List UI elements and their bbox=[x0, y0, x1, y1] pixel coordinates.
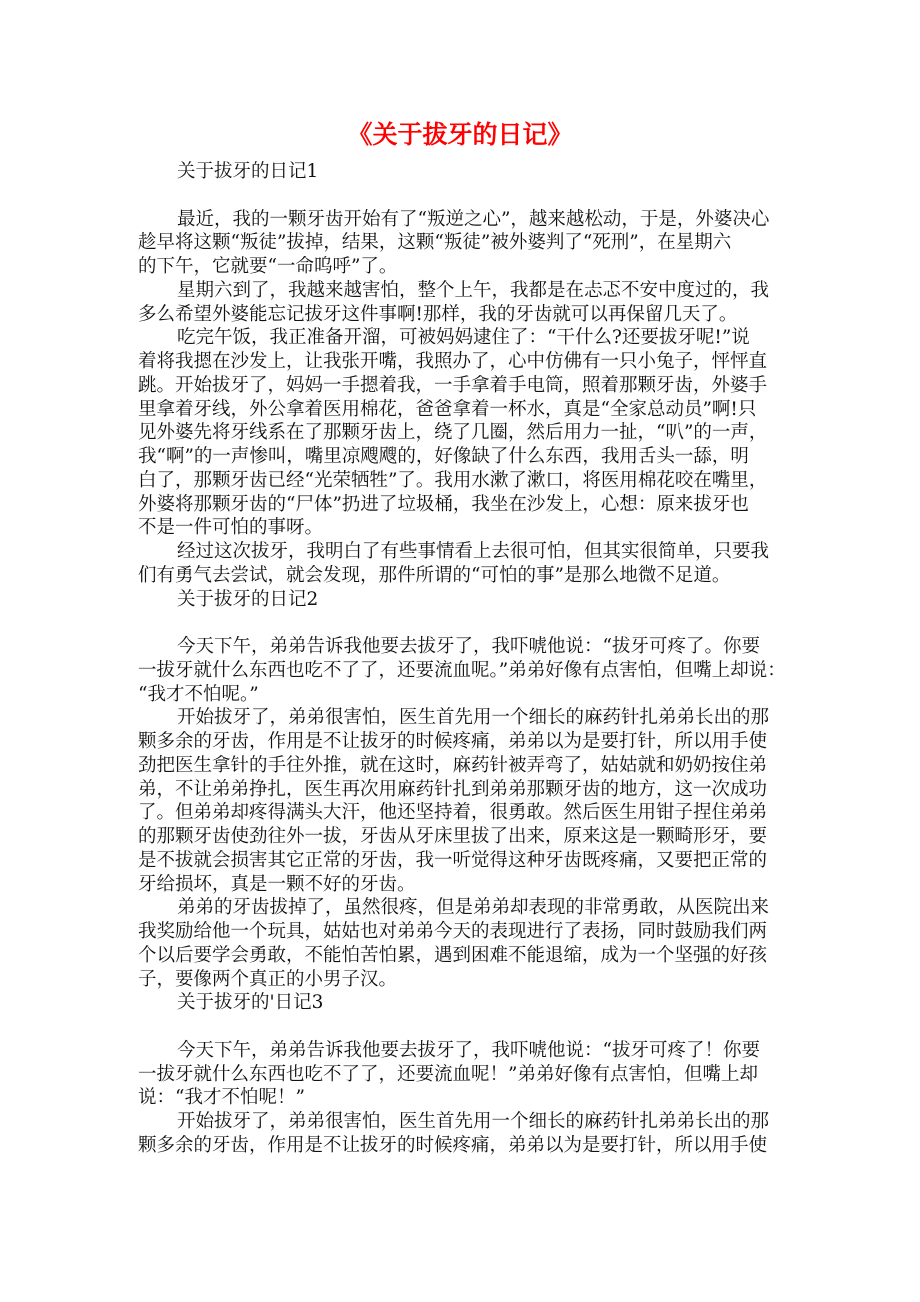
paragraph-line: 跳。开始拔牙了，妈妈一手摁着我，一手拿着手电筒，照着那颗牙齿，外婆手 bbox=[138, 374, 768, 396]
paragraph-line: “我才不怕呢。” bbox=[138, 683, 259, 705]
paragraph-line: 说：“我才不怕呢！” bbox=[138, 1087, 305, 1109]
paragraph-line: 吃完午饭，我正准备开溜，可被妈妈逮住了：“干什么?还要拔牙呢!”说 bbox=[177, 327, 750, 349]
paragraph-line: 经过这次拔牙，我明白了有些事情看上去很可怕，但其实很简单，只要我 bbox=[177, 541, 770, 562]
paragraph-line: 见外婆先将牙线系在了那颗牙齿上，绕了几圈，然后用力一扯，“叭”的一声， bbox=[138, 422, 768, 444]
paragraph-line: 是不拔就会损害其它正常的牙齿，我一听觉得这种牙齿既疼痛，又要把正常的 bbox=[138, 849, 768, 871]
section-heading: 关于拔牙的'日记3 bbox=[177, 992, 324, 1014]
paragraph bbox=[138, 279, 798, 327]
paragraph-line: 劲把医生拿针的手往外推，就在这时，麻药针被弄弯了，姑姑就和奶奶按住弟 bbox=[138, 754, 768, 776]
paragraph-line: 开始拔牙了，弟弟很害怕，医生首先用一个细长的麻药针扎弟弟长出的那 bbox=[177, 707, 770, 729]
paragraph-line: 着将我摁在沙发上，让我张开嘴，我照办了，心中仿佛有一只小兔子，怦怦直 bbox=[138, 351, 768, 372]
blank-line bbox=[138, 184, 798, 208]
paragraph-line: 外婆将那颗牙齿的“尸体”扔进了垃圾桶，我坐在沙发上，心想：原来拔牙也 bbox=[138, 493, 749, 515]
paragraph-line: 的下午，它就要“一命呜呼”了。 bbox=[138, 256, 398, 277]
diary-section bbox=[138, 991, 798, 1157]
paragraph-line: 我“啊”的一声惨叫，嘴里凉飕飕的，好像缺了什么东西，我用舌头一舔，明 bbox=[138, 446, 749, 467]
paragraph-line: 不是一件可怕的事呀。 bbox=[138, 517, 324, 539]
blank-line bbox=[138, 1015, 798, 1039]
paragraph bbox=[138, 1110, 798, 1158]
paragraph-line: 牙给损坏，真是一颗不好的牙齿。 bbox=[138, 873, 416, 895]
paragraph-line: 了。但弟弟却疼得满头大汗，他还坚持着，很勇敢。然后医生用钳子捏住弟弟 bbox=[138, 802, 768, 824]
paragraph-line: 颗多余的牙齿，作用是不让拔牙的时候疼痛，弟弟以为是要打针，所以用手使 bbox=[138, 731, 768, 752]
section-heading: 关于拔牙的日记1 bbox=[177, 161, 319, 182]
paragraph bbox=[138, 540, 798, 588]
paragraph bbox=[138, 1039, 798, 1110]
blank-line bbox=[138, 611, 798, 635]
paragraph-line: 里拿着牙线，外公拿着医用棉花，爸爸拿着一杯水，真是“全家总动员”啊!只 bbox=[138, 398, 757, 420]
paragraph-line: 我奖励给他一个玩具，姑姑也对弟弟今天的表现进行了表扬，同时鼓励我们两 bbox=[138, 921, 768, 942]
paragraph-line: 多么希望外婆能忘记拔牙这件事啊!那样，我的牙齿就可以再保留几天了。 bbox=[138, 303, 738, 325]
paragraph-line: 颗多余的牙齿，作用是不让拔牙的时候疼痛，弟弟以为是要打针，所以用手使 bbox=[138, 1134, 768, 1156]
paragraph-line: 开始拔牙了，弟弟很害怕，医生首先用一个细长的麻药针扎弟弟长出的那 bbox=[177, 1111, 770, 1132]
document-title: 《关于拔牙的日记》 bbox=[347, 120, 573, 149]
paragraph-line: 今天下午，弟弟告诉我他要去拔牙了，我吓唬他说：“拔牙可疼了。你要 bbox=[177, 636, 760, 657]
paragraph-line: 趁早将这颗“叛徒”拔掉，结果，这颗“叛徒”被外婆判了“死刑”，在星期六 bbox=[138, 232, 732, 254]
document-body bbox=[138, 160, 798, 1158]
paragraph-line: 一拔牙就什么东西也吃不了了，还要流血呢。”弟弟好像有点害怕，但嘴上却说： bbox=[138, 659, 786, 681]
paragraph-line: 们有勇气去尝试，就会发现，那件所谓的“可怕的事”是那么地微不足道。 bbox=[138, 564, 731, 586]
paragraph bbox=[138, 208, 798, 279]
paragraph-line: 弟，不让弟弟挣扎，医生再次用麻药针扎到弟弟那颗牙齿的地方，这一次成功 bbox=[138, 778, 768, 800]
diary-section bbox=[138, 588, 798, 992]
paragraph bbox=[138, 706, 798, 896]
paragraph-line: 的那颗牙齿使劲往外一拔，牙齿从牙床里拔了出来，原来这是一颗畸形牙，要 bbox=[138, 826, 768, 847]
paragraph-line: 星期六到了，我越来越害怕，整个上午，我都是在忐忑不安中度过的，我 bbox=[177, 279, 770, 301]
paragraph-line: 子，要像两个真正的小男子汉。 bbox=[138, 968, 398, 990]
diary-section bbox=[138, 160, 798, 588]
paragraph-line: 一拔牙就什么东西也吃不了了，还要流血呢！”弟弟好像有点害怕，但嘴上却 bbox=[138, 1063, 758, 1085]
section-heading: 关于拔牙的日记2 bbox=[177, 588, 319, 610]
paragraph bbox=[138, 896, 798, 991]
paragraph-line: 个以后要学会勇敢，不能怕苦怕累，遇到困难不能退缩，成为一个坚强的好孩 bbox=[138, 944, 768, 966]
paragraph bbox=[138, 326, 798, 540]
paragraph-line: 白了，那颗牙齿已经“光荣牺牲”了。我用水漱了漱口，将医用棉花咬在嘴里， bbox=[138, 469, 768, 491]
paragraph-line: 弟弟的牙齿拔掉了，虽然很疼，但是弟弟却表现的非常勇敢，从医院出来 bbox=[177, 897, 770, 919]
paragraph-line: 今天下午，弟弟告诉我他要去拔牙了，我吓唬他说：“拔牙可疼了！你要 bbox=[177, 1039, 760, 1061]
paragraph bbox=[138, 635, 798, 706]
paragraph-line: 最近，我的一颗牙齿开始有了“叛逆之心”，越来越松动，于是，外婆决心 bbox=[177, 208, 770, 230]
